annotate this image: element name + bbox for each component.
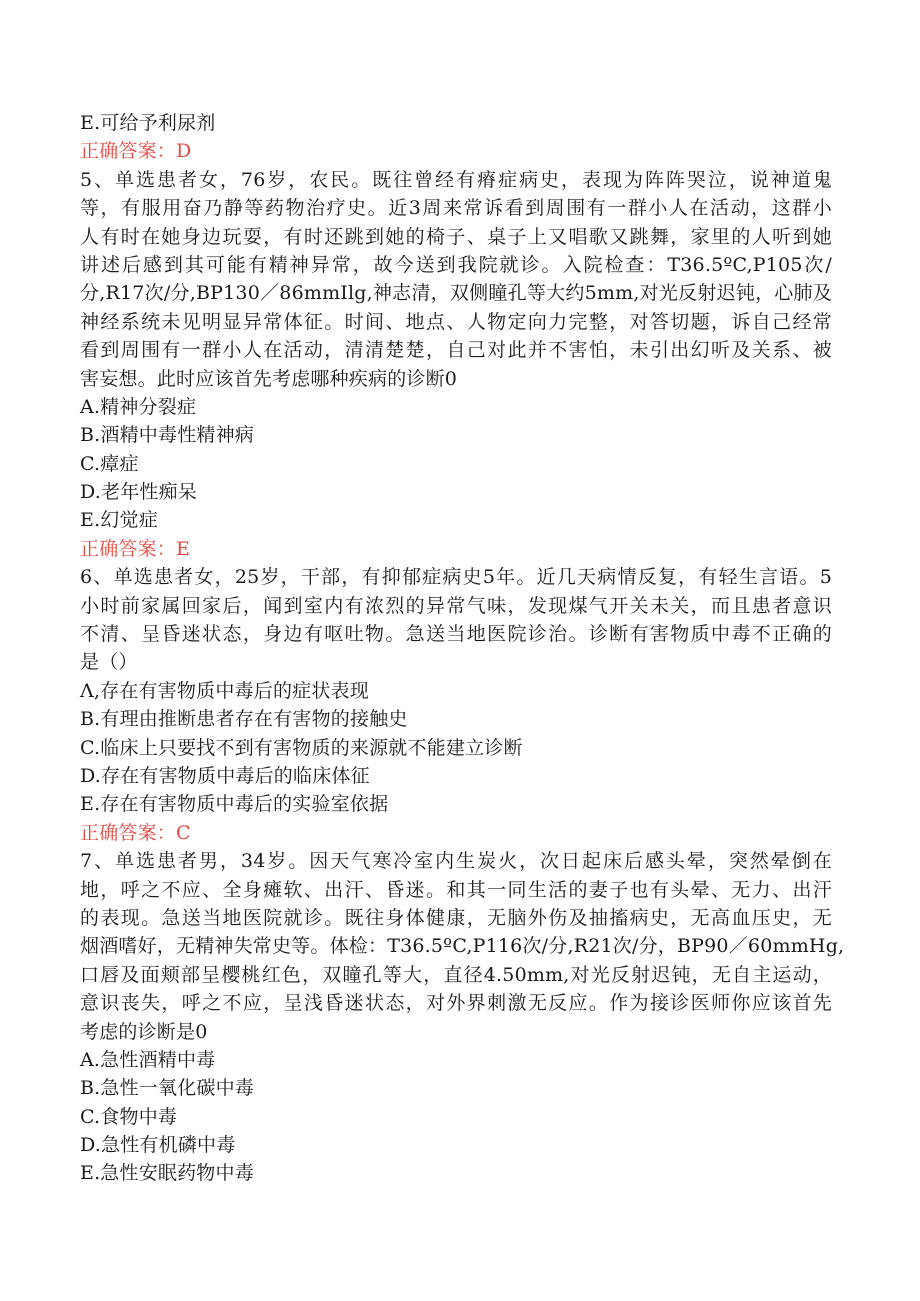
question-text-line: 分,R17次/分,BP130／86mmIlg,神志清，双侧瞳孔等大约5mm,对光反射迟钝，心肺及 <box>80 282 832 305</box>
question-text-line: 6、单选患者女，25岁，干部，有抑郁症病史5年。近几天病情反复，有轻生言语。5 <box>80 566 832 589</box>
document-page <box>80 109 845 1188</box>
answer-option: Λ,存在有害物质中毒后的症状表现 <box>80 679 369 702</box>
answer-option: A.急性酒精中毒 <box>80 1048 216 1071</box>
question-text-line: 小时前家属回家后，闻到室内有浓烈的异常气味，发现煤气开关未关，而且患者意识 <box>80 594 832 617</box>
answer-option: D.存在有害物质中毒后的临床体征 <box>80 764 370 787</box>
question-text-line: 人有时在她身边玩耍，有时还跳到她的椅子、桌子上又唱歌又跳舞，家里的人听到她 <box>80 225 832 248</box>
question-text-line: 5、单选患者女，76岁，农民。既往曾经有瘠症病史，表现为阵阵哭泣，说神道鬼 <box>80 168 832 191</box>
answer-option: E.急性安眠药物中毒 <box>80 1162 254 1185</box>
text-body <box>80 109 845 1188</box>
answer-option: B.有理由推断患者存在有害物的接触史 <box>80 708 408 731</box>
question-text-line: 考虑的诊断是0 <box>80 1020 208 1043</box>
correct-answer: 正确答案：E <box>80 537 191 560</box>
correct-answer: 正确答案：C <box>80 821 191 844</box>
answer-option: C.临床上只要找不到有害物质的来源就不能建立诊断 <box>80 736 523 759</box>
question-text-line: 等，有服用奋乃静等药物治疗史。近3周来常诉看到周围有一群小人在活动，这群小 <box>80 197 832 220</box>
answer-option: C.食物中毒 <box>80 1105 178 1128</box>
question-text-line: 烟酒嗜好，无精神失常史等。体检：T36.5ºC,P116次/分,R21次/分，BP90／60mmHg, <box>80 935 845 958</box>
correct-answer: 正确答案：D <box>80 140 192 163</box>
question-text-line: 是（） <box>80 651 138 674</box>
answer-option: C.瘴症 <box>80 452 139 475</box>
answer-option: A.精神分裂症 <box>80 395 197 418</box>
question-text-line: 意识丧失，呼之不应，呈浅昏迷状态，对外界刺激无反应。作为接诊医师你应该首先 <box>80 992 832 1015</box>
question-text-line: 讲述后感到其可能有精神异常，故今送到我院就诊。入院检查：T36.5ºC,P105次/ <box>80 253 832 276</box>
answer-option: E.幻觉症 <box>80 509 158 532</box>
question-text-line: 不清、呈昏迷状态，身边有呕吐物。急送当地医院诊治。诊断有害物质中毒不正确的 <box>80 623 832 646</box>
answer-option: E.可给予利尿剂 <box>80 112 216 134</box>
answer-option: B.酒精中毒性精神病 <box>80 424 255 447</box>
answer-option: D.急性有机磷中毒 <box>80 1134 236 1157</box>
question-text-line: 害妄想。此时应该首先考虑哪种疾病的诊断0 <box>80 367 458 390</box>
answer-option: B.急性一氧化碳中毒 <box>80 1077 255 1100</box>
question-text-line: 看到周围有一群小人在活动，清清楚楚，自己对此并不害怕，未引出幻听及关系、被 <box>80 339 832 362</box>
question-text-line: 的表现。急送当地医院就诊。既往身体健康，无脑外伤及抽搐病史，无高血压史，无 <box>80 906 832 929</box>
answer-option: D.老年性痴呆 <box>80 481 197 504</box>
question-text-line: 7、单选患者男，34岁。因天气寒冷室内生炭火，次日起床后感头晕，突然晕倒在 <box>80 850 832 873</box>
answer-option: E.存在有害物质中毒后的实验室依据 <box>80 793 389 816</box>
question-text-line: 口唇及面颊部呈樱桃红色，双瞳孔等大，直径4.50mm,对光反射迟钝，无自主运动， <box>80 963 832 986</box>
question-text-line: 地，呼之不应、全身瘫软、出汗、昏迷。和其一同生活的妻子也有头晕、无力、出汗 <box>80 878 832 901</box>
question-text-line: 神经系统未见明显异常体征。时间、地点、人物定向力完整，对答切题，诉自己经常 <box>80 310 832 333</box>
